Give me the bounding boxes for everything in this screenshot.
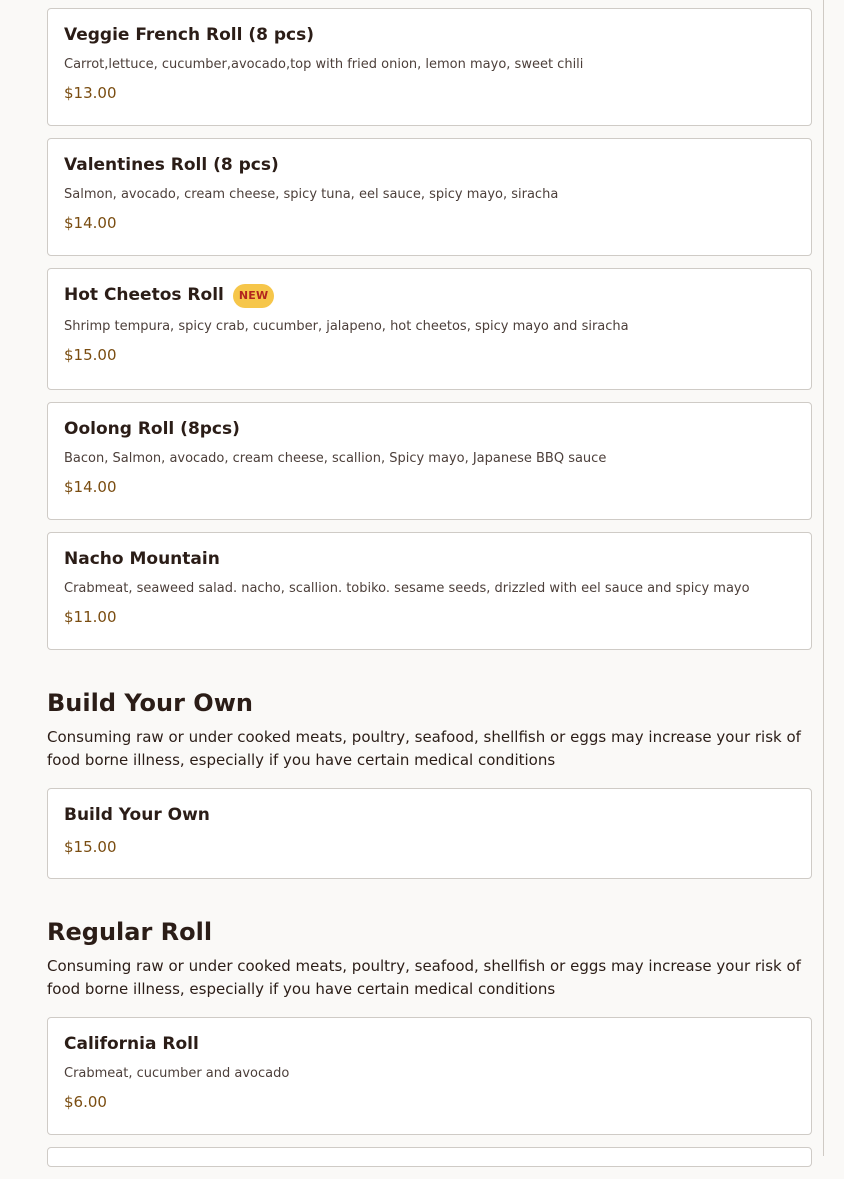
item-price: $15.00 [64,346,117,364]
menu-item-card[interactable] [47,138,812,256]
section-note: Consuming raw or under cooked meats, poultry, seafood, shellfish or eggs may increase your risk of food borne illness, especially if you have certain medical conditions [47,957,801,998]
menu-item-card[interactable] [47,1017,812,1135]
item-description: Carrot,lettuce, cucumber,avocado,top with fried onion, lemon mayo, sweet chili [64,57,584,72]
section-title: Regular Roll [47,918,213,946]
item-description: Crabmeat, cucumber and avocado [64,1066,290,1081]
section-regular-roll [47,917,812,1167]
item-description: Bacon, Salmon, avocado, cream cheese, scallion, Spicy mayo, Japanese BBQ sauce [64,451,607,466]
item-price: $6.00 [64,1093,107,1111]
scroll-area-divider [823,0,824,1156]
item-name: Oolong Roll (8pcs) [64,419,240,439]
menu-item-card[interactable] [47,268,812,390]
item-price: $11.00 [64,608,117,626]
item-name: Veggie French Roll (8 pcs) [64,25,315,45]
menu-item-card[interactable] [47,532,812,650]
item-description: Salmon, avocado, cream cheese, spicy tuna, eel sauce, spicy mayo, siracha [64,187,559,202]
item-price: $14.00 [64,478,117,496]
item-description: Crabmeat, seaweed salad. nacho, scallion. tobiko. sesame seeds, drizzled with eel sauce and spicy mayo [64,581,750,596]
menu-item-card[interactable] [47,8,812,126]
menu-item-card[interactable] [47,402,812,520]
section-build-your-own [47,688,812,879]
item-price: $13.00 [64,84,117,102]
new-badge: NEW [233,284,274,308]
item-name: Valentines Roll (8 pcs) [64,155,279,175]
menu-item-card[interactable] [47,788,812,879]
item-name: Build Your Own [64,805,210,825]
section-title: Build Your Own [47,689,253,717]
menu-item-card[interactable] [47,1147,812,1167]
item-name: California Roll [64,1034,199,1054]
item-name: Nacho Mountain [64,549,220,569]
item-description: Shrimp tempura, spicy crab, cucumber, jalapeno, hot cheetos, spicy mayo and siracha [64,319,629,334]
section-note: Consuming raw or under cooked meats, poultry, seafood, shellfish or eggs may increase your risk of food borne illness, especially if you have certain medical conditions [47,728,801,769]
menu-content [47,8,812,1179]
item-price: $15.00 [64,838,117,856]
item-price: $14.00 [64,214,117,232]
item-name: Hot Cheetos Roll [64,285,224,305]
